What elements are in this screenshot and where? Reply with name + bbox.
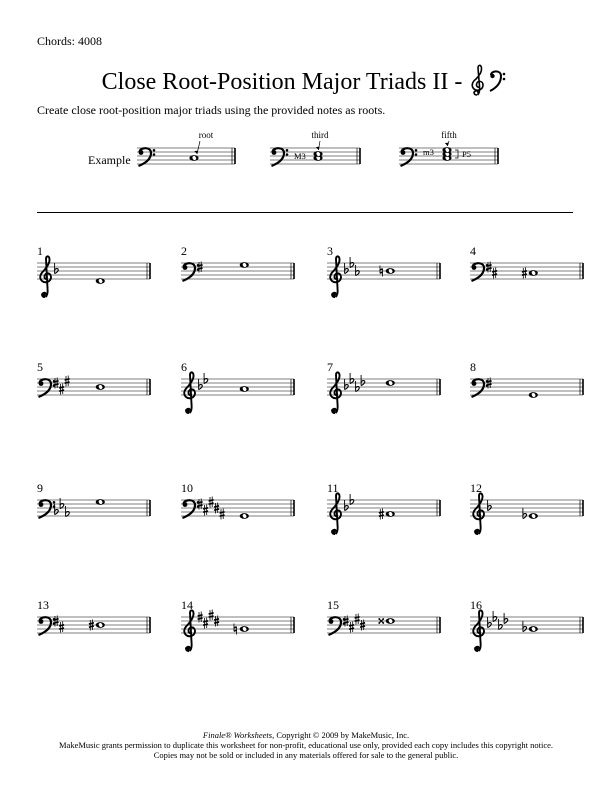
interval-label: P5: [462, 149, 471, 159]
exercise-number: 9: [37, 481, 43, 495]
example-note-head: [442, 147, 451, 153]
key-flat-icon: [345, 379, 349, 390]
key-flat-icon: [493, 611, 497, 622]
example-note-head: [313, 151, 322, 157]
bass-clef-icon: [139, 148, 156, 166]
bass-clef-icon: [472, 379, 489, 397]
example-step-1: [137, 130, 235, 166]
bass-clef-icon: [183, 500, 200, 518]
key-sharp-icon: [59, 384, 64, 395]
key-flat-icon: [356, 381, 360, 392]
bass-clef-icon: [272, 148, 289, 166]
treble-clef-icon: [473, 610, 484, 651]
note-head: [386, 618, 395, 624]
key-sharp-icon: [59, 622, 64, 633]
bass-clef-icon: [401, 148, 418, 166]
treble-clef-icon: [473, 493, 484, 534]
key-flat-icon: [488, 500, 492, 511]
note-head: [529, 392, 538, 398]
exercise-number: 7: [327, 360, 333, 374]
key-flat-icon: [55, 263, 59, 274]
treble-clef-icon: [184, 372, 195, 413]
key-flat-icon: [204, 373, 208, 384]
key-flat-icon: [350, 494, 354, 505]
exercise-number: 8: [470, 360, 476, 374]
bass-clef-icon: [329, 617, 346, 635]
key-sharp-icon: [65, 376, 70, 387]
interval-label: m3: [423, 147, 434, 157]
key-flat-icon: [60, 498, 64, 509]
exercise-number: 3: [327, 244, 333, 258]
exercise-number: 13: [37, 598, 49, 612]
footer-product-name: Finale® Worksheets: [202, 730, 273, 740]
key-flat-icon: [350, 257, 354, 268]
accidental-sharp-icon: [522, 268, 527, 279]
key-sharp-icon: [209, 497, 214, 508]
bass-clef-icon: [39, 500, 56, 518]
exercise-12: [470, 481, 583, 534]
key-flat-icon: [199, 379, 203, 390]
key-flat-icon: [356, 265, 360, 276]
annotation-label: third: [311, 130, 329, 140]
section-divider: [37, 212, 573, 213]
exercise-9: [37, 481, 150, 518]
title-text: Close Root-Position Major Triads II -: [101, 69, 463, 95]
note-head: [96, 499, 105, 505]
treble-clef-icon: [40, 256, 51, 297]
key-flat-icon: [350, 373, 354, 384]
exercise-number: 14: [181, 598, 193, 612]
exercise-11: [327, 481, 440, 534]
key-sharp-icon: [355, 614, 360, 625]
interval-bracket: [455, 150, 458, 158]
example-label: Example: [88, 153, 131, 167]
exercise-number: 2: [181, 244, 187, 258]
note-head: [240, 262, 249, 268]
note-head: [529, 270, 538, 276]
instructions: Create close root-position major triads using the provided notes as roots.: [37, 103, 386, 117]
bass-clef-icon: [39, 617, 56, 635]
exercise-15: [327, 598, 440, 635]
exercise-6: [181, 360, 294, 413]
exercise-4: [470, 244, 583, 281]
treble-clef-icon: [330, 493, 341, 534]
key-flat-icon: [499, 619, 503, 630]
key-sharp-icon: [203, 618, 208, 629]
exercise-7: [327, 360, 440, 413]
key-flat-icon: [345, 500, 349, 511]
accidental-flat-icon: [523, 508, 527, 519]
exercise-10: [181, 481, 294, 520]
bass-clef-icon: [39, 379, 56, 397]
exercise-5: [37, 360, 150, 397]
interval-label: M3: [294, 151, 306, 161]
note-head: [240, 386, 249, 392]
exercise-13: [37, 598, 150, 635]
exercise-1: [37, 244, 150, 297]
key-sharp-icon: [349, 622, 354, 633]
note-head: [386, 511, 395, 517]
treble-clef-icon: [330, 372, 341, 413]
key-flat-icon: [504, 613, 508, 624]
key-sharp-icon: [209, 610, 214, 621]
example-step-2: [270, 130, 360, 166]
exercise-number: 1: [37, 244, 43, 258]
key-flat-icon: [361, 375, 365, 386]
note-head: [96, 384, 105, 390]
note-head: [529, 626, 538, 632]
annotation-label: fifth: [441, 130, 457, 140]
note-head: [386, 268, 395, 274]
treble-clef-icon: [184, 610, 195, 651]
note-head: [240, 626, 249, 632]
note-head: [96, 278, 105, 284]
accidental-sharp-icon: [379, 509, 384, 520]
treble-clef-icon: [330, 256, 341, 297]
key-sharp-icon: [220, 509, 225, 520]
exercise-3: [327, 244, 440, 297]
footer-restriction: Copies may not be sold or included in any materials offered for sale to the general public.: [153, 750, 459, 760]
key-sharp-icon: [492, 268, 497, 279]
bass-clef-icon: [183, 263, 200, 281]
exercise-number: 11: [327, 481, 339, 495]
example-note-head: [189, 155, 198, 161]
key-flat-icon: [55, 504, 59, 515]
exercise-number: 6: [181, 360, 187, 374]
bass-clef-icon: [472, 263, 489, 281]
note-head: [240, 513, 249, 519]
note-head: [96, 622, 105, 628]
exercise-14: [181, 598, 294, 651]
key-flat-icon: [488, 617, 492, 628]
exercise-16: [470, 598, 583, 651]
accidental-flat-icon: [523, 621, 527, 632]
exercise-number: 12: [470, 481, 482, 495]
example-step-3: [399, 130, 498, 166]
note-head: [529, 513, 538, 519]
key-sharp-icon: [203, 505, 208, 516]
exercise-number: 10: [181, 481, 193, 495]
exercise-number: 15: [327, 598, 339, 612]
key-flat-icon: [66, 506, 70, 517]
exercise-number: 5: [37, 360, 43, 374]
worksheet-id: Chords: 4008: [37, 34, 103, 48]
key-flat-icon: [345, 263, 349, 274]
exercise-number: 16: [470, 598, 482, 612]
exercise-2: [181, 244, 294, 281]
exercise-number: 4: [470, 244, 476, 258]
copyright-footer: [0, 730, 612, 760]
exercise-8: [470, 360, 583, 398]
footer-copyright: , Copyright © 2009 by MakeMusic, Inc.: [272, 730, 410, 740]
note-head: [386, 380, 395, 386]
annotation-label: root: [198, 130, 214, 140]
footer-permission: MakeMusic grants permission to duplicate this worksheet for non-profit, educational use only, provided each copy includes this copyright notice.: [59, 740, 553, 750]
